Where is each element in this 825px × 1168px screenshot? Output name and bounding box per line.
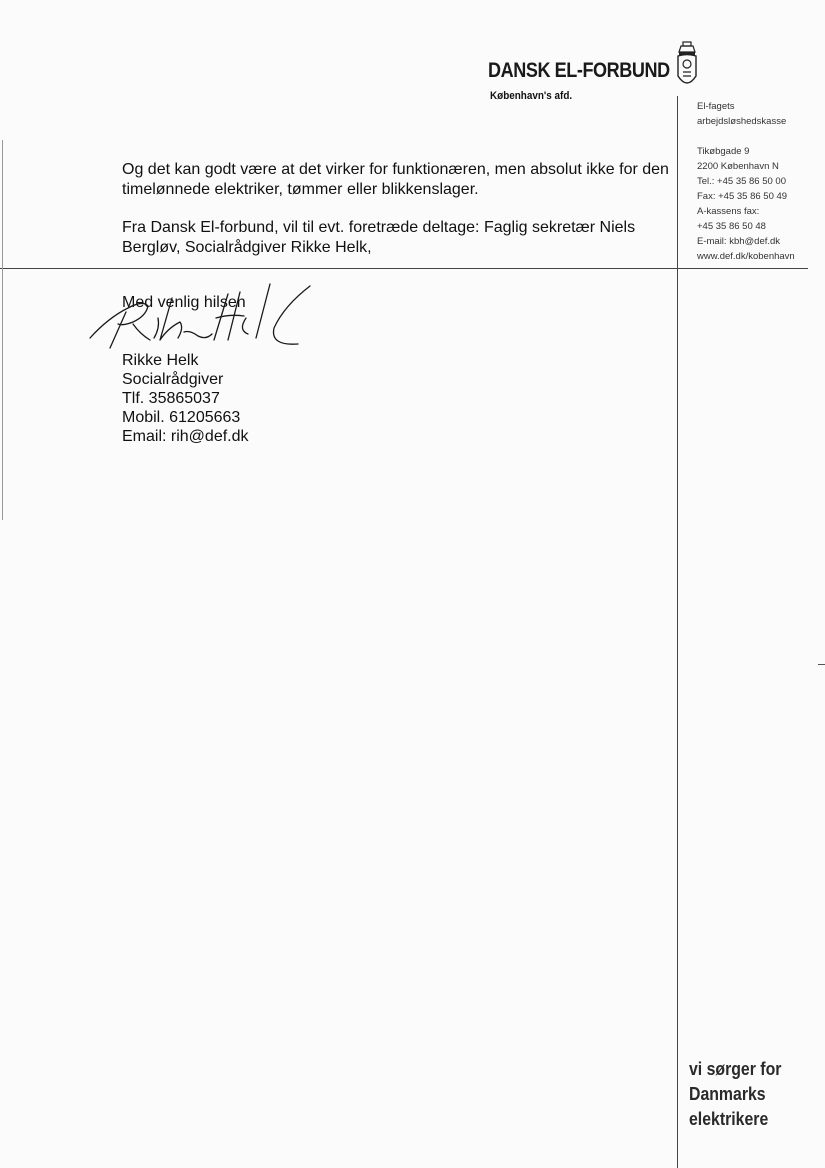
signer-email: Email: rih@def.dk xyxy=(122,428,249,445)
sidebar-akasse-fax-label: A-kassens fax: xyxy=(697,206,760,217)
horizontal-rule xyxy=(0,268,808,269)
body-paragraph: Fra Dansk El-forbund, vil til evt. foretræde deltage: Faglig sekretær Niels Bergløv, Socialrådgiver Rikke Helk, xyxy=(122,219,636,256)
sidebar-line: arbejdsløshedskasse xyxy=(697,116,787,127)
sidebar-fax: Fax: +45 35 86 50 49 xyxy=(697,191,788,202)
fold-mark xyxy=(818,664,825,665)
sidebar-email: E-mail: kbh@def.dk xyxy=(697,236,781,247)
left-margin-mark xyxy=(2,140,3,520)
closing-salutation: Med venlig hilsen xyxy=(122,294,246,311)
signer-phone: Tlf. 35865037 xyxy=(122,390,220,407)
sidebar-akasse-fax: +45 35 86 50 48 xyxy=(697,221,766,232)
vertical-rule xyxy=(677,96,678,1168)
sidebar-address: Tikøbgade 9 xyxy=(697,146,750,157)
signer-mobile: Mobil. 61205663 xyxy=(122,409,241,426)
body-paragraph: Og det kan godt være at det virker for funktionæren, men absolut ikke for den timelønnede elektriker, tømmer eller blikkenslager. xyxy=(122,161,669,198)
slogan-line: Danmarks xyxy=(689,1084,766,1104)
sidebar-website: www.def.dk/kobenhavn xyxy=(697,251,795,262)
slogan-line: elektrikere xyxy=(689,1109,769,1129)
slogan-line: vi sørger for xyxy=(689,1059,782,1079)
sidebar-postcode: 2200 København N xyxy=(697,161,779,172)
slogan xyxy=(689,1057,781,1132)
sidebar-phone: Tel.: +45 35 86 50 00 xyxy=(697,176,787,187)
handwritten-signature xyxy=(88,278,318,358)
organization-branch: København's afd. xyxy=(490,90,573,102)
signer-name: Rikke Helk xyxy=(122,352,199,369)
signer-title: Socialrådgiver xyxy=(122,371,224,388)
sidebar-line: El-fagets xyxy=(697,101,735,112)
organization-name: DANSK EL-FORBUND xyxy=(488,59,670,82)
crown-emblem-icon xyxy=(674,40,700,92)
